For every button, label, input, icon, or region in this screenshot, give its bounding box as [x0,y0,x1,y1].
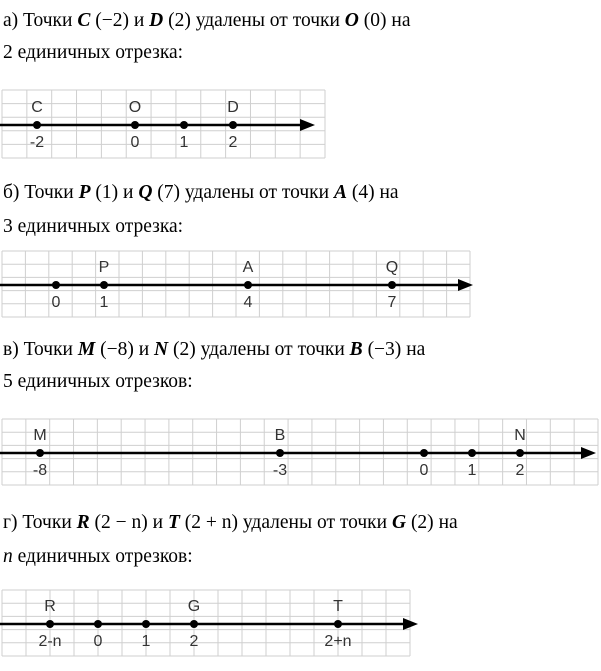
point-value: -3 [272,462,288,479]
point-marker [388,281,396,289]
point-value: 1 [179,134,189,151]
point-value: 2-n [38,633,62,650]
point-letter: P [98,259,110,276]
point-letter: O [128,99,142,116]
axis-arrow-icon [458,279,473,291]
number-line-b [0,251,485,317]
point-marker [142,620,150,628]
point-marker [33,121,41,129]
number-line-c [0,419,601,485]
point-value: 2 [189,633,199,650]
point-marker [468,449,476,457]
point-value: 2+n [324,633,352,650]
number-line-d [0,590,425,656]
point-marker [46,620,54,628]
point-value: -8 [32,462,48,479]
point-marker [229,121,237,129]
point-letter: Q [385,259,399,276]
point-value: 1 [99,294,109,311]
point-marker [94,620,102,628]
section-c-heading: в) Точки M (−8) и N (2) удалены от точки B (−3) на [3,339,426,360]
point-value: 2 [515,462,525,479]
point-marker [100,281,108,289]
point-marker [180,121,188,129]
point-value: 0 [130,134,140,151]
point-marker [190,620,198,628]
point-marker [244,281,252,289]
point-value: 0 [51,294,61,311]
point-value: 4 [243,294,253,311]
section-c-subheading: 5 единичных отрезков: [3,371,193,392]
point-marker [420,449,428,457]
point-value: 2 [228,134,238,151]
point-letter: D [227,99,239,116]
point-letter: T [333,598,343,615]
point-letter: N [514,427,526,444]
point-letter: G [187,598,201,615]
point-value: 7 [387,294,397,311]
point-value: 0 [419,462,429,479]
section-b-heading: б) Точки P (1) и Q (7) удалены от точки A (4) на [3,182,399,203]
section-a-heading: а) Точки C (−2) и D (2) удалены от точки O (0) на [3,10,411,31]
point-value: 1 [141,633,151,650]
point-letter: R [44,598,56,615]
axis-arrow-icon [581,447,596,459]
point-marker [131,121,139,129]
point-marker [516,449,524,457]
section-a-subheading: 2 единичных отрезка: [3,42,184,63]
section-d-subheading: n единичных отрезков: [3,546,193,567]
point-value: 0 [93,633,103,650]
point-letter: M [33,427,47,444]
point-marker [276,449,284,457]
point-marker [334,620,342,628]
section-d-heading: г) Точки R (2 − n) и T (2 + n) удалены от точки G (2) на [3,512,458,533]
point-marker [36,449,44,457]
point-letter: C [31,99,43,116]
point-marker [52,281,60,289]
point-letter: B [274,427,286,444]
section-b-subheading: 3 единичных отрезка: [3,216,184,237]
point-value: -2 [29,134,45,151]
number-line-a [0,90,330,158]
point-letter: A [242,259,254,276]
point-value: 1 [467,462,477,479]
axis-arrow-icon [300,119,315,131]
